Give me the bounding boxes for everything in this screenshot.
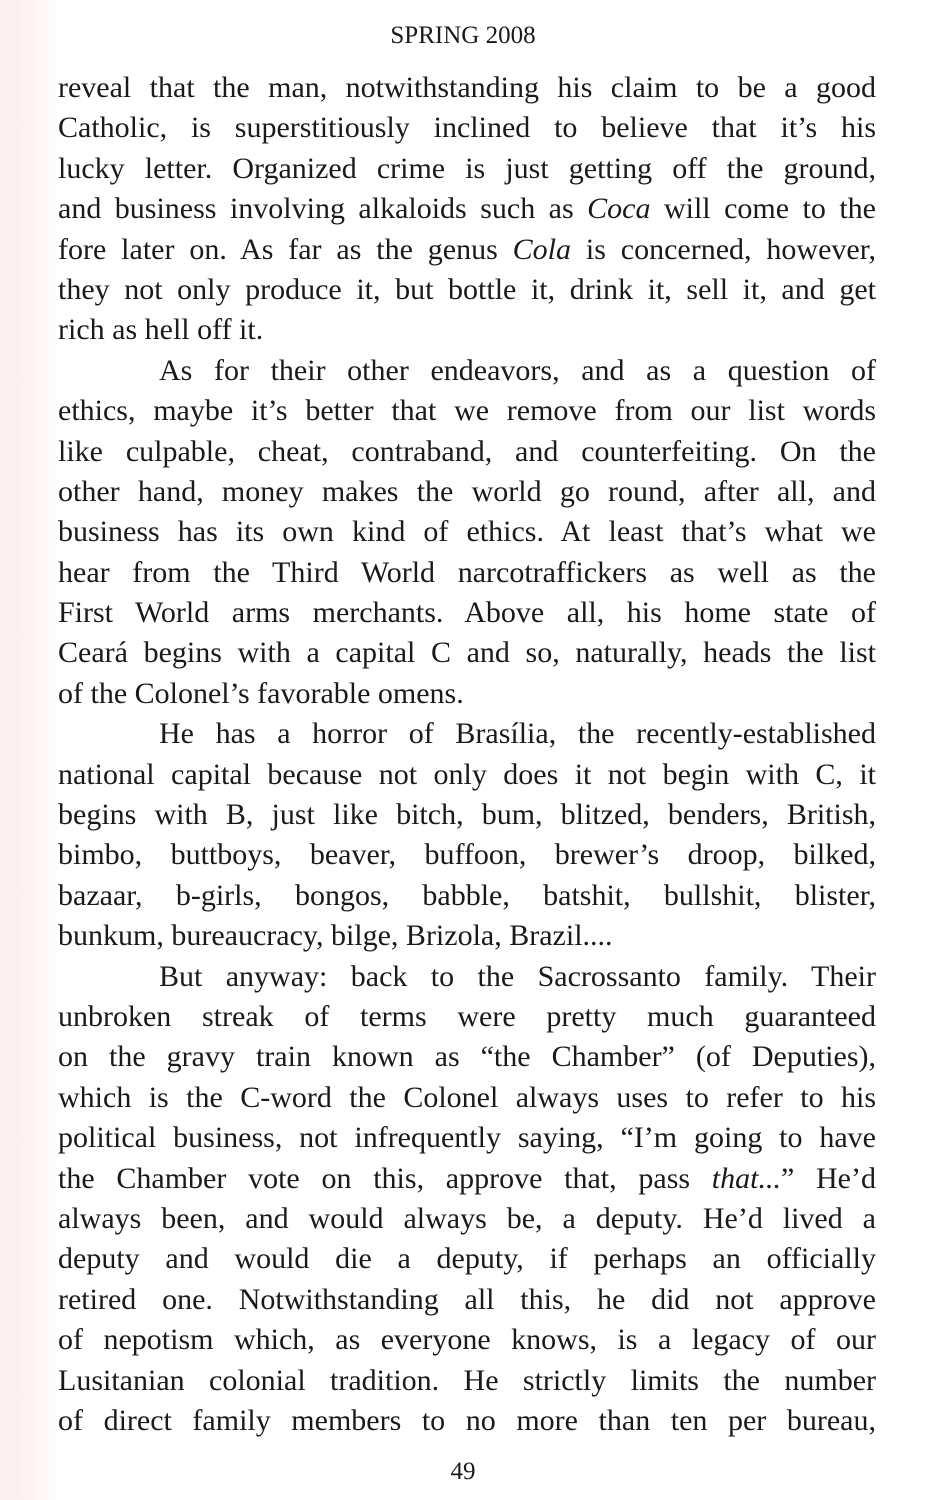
paragraph	[58, 68, 876, 351]
text-line: always been, and would always be, a deputy. He’d lived a	[58, 1201, 876, 1235]
text-line: other hand, money makes the world go round, after all, and	[58, 474, 876, 508]
text-line: of nepotism which, as everyone knows, is a legacy of our	[58, 1323, 876, 1357]
text-line: bimbo, buttboys, beaver, buffoon, brewer’s droop, bilked,	[58, 838, 876, 872]
text-line: bunkum, bureaucracy, bilge, Brizola, Brazil....	[58, 919, 613, 953]
italic-word: that...	[711, 1161, 781, 1195]
text-line: of direct family members to no more than ten per bureau,	[58, 1403, 876, 1437]
text-line: Lusitanian colonial tradition. He strictly limits the number	[58, 1363, 876, 1397]
italic-word: Coca	[587, 192, 651, 226]
text-line: the Chamber vote on this, approve that, pass that...” He’d	[58, 1161, 876, 1195]
text-line: deputy and would die a deputy, if perhaps an officially	[58, 1242, 876, 1276]
text-line: fore later on. As far as the genus Cola is concerned, however,	[58, 232, 876, 266]
text-line: bazaar, b-girls, bongos, babble, batshit, bullshit, blister,	[58, 878, 876, 912]
text-line: First World arms merchants. Above all, his home state of	[58, 596, 876, 630]
paragraph	[58, 351, 876, 715]
text-line: Catholic, is superstitiously inclined to believe that it’s his	[58, 111, 876, 145]
text-line: and business involving alkaloids such as Coca will come to the	[58, 192, 876, 226]
text-line: begins with B, just like bitch, bum, blitzed, benders, British,	[58, 798, 876, 832]
paragraph	[58, 714, 876, 956]
text-line: national capital because not only does it not begin with C, it	[58, 757, 876, 791]
text-line: As for their other endeavors, and as a question of	[159, 353, 876, 387]
text-line: which is the C-word the Colonel always uses to refer to his	[58, 1080, 876, 1114]
text-line: Ceará begins with a capital C and so, naturally, heads the list	[58, 636, 876, 670]
text-line: retired one. Notwithstanding all this, he did not approve	[58, 1282, 876, 1316]
text-line: rich as hell off it.	[58, 313, 264, 347]
text-line: unbroken streak of terms were pretty much guaranteed	[58, 999, 876, 1033]
paragraph	[58, 957, 876, 1442]
page-number: 49	[450, 1458, 476, 1485]
body-text	[58, 68, 876, 1441]
text-line: He has a horror of Brasília, the recently-established	[159, 717, 876, 751]
text-line: reveal that the man, notwithstanding his claim to be a good	[58, 71, 876, 104]
scan-page-edge	[0, 0, 60, 1500]
text-line: on the gravy train known as “the Chamber” (of Deputies),	[58, 1040, 876, 1074]
text-line: But anyway: back to the Sacrossanto family. Their	[159, 959, 876, 993]
running-header: SPRING 2008	[390, 22, 536, 49]
text-line: like culpable, cheat, contraband, and counterfeiting. On the	[58, 434, 876, 468]
text-line: political business, not infrequently saying, “I’m going to have	[58, 1121, 876, 1155]
text-line: they not only produce it, but bottle it, drink it, sell it, and get	[58, 272, 876, 306]
text-line: ethics, maybe it’s better that we remove from our list words	[58, 394, 876, 428]
text-line: business has its own kind of ethics. At least that’s what we	[58, 515, 876, 549]
text-line: hear from the Third World narcotraffickers as well as the	[58, 555, 876, 589]
text-line: lucky letter. Organized crime is just getting off the ground,	[58, 151, 876, 185]
text-line: of the Colonel’s favorable omens.	[58, 676, 464, 710]
italic-word: Cola	[512, 232, 572, 266]
